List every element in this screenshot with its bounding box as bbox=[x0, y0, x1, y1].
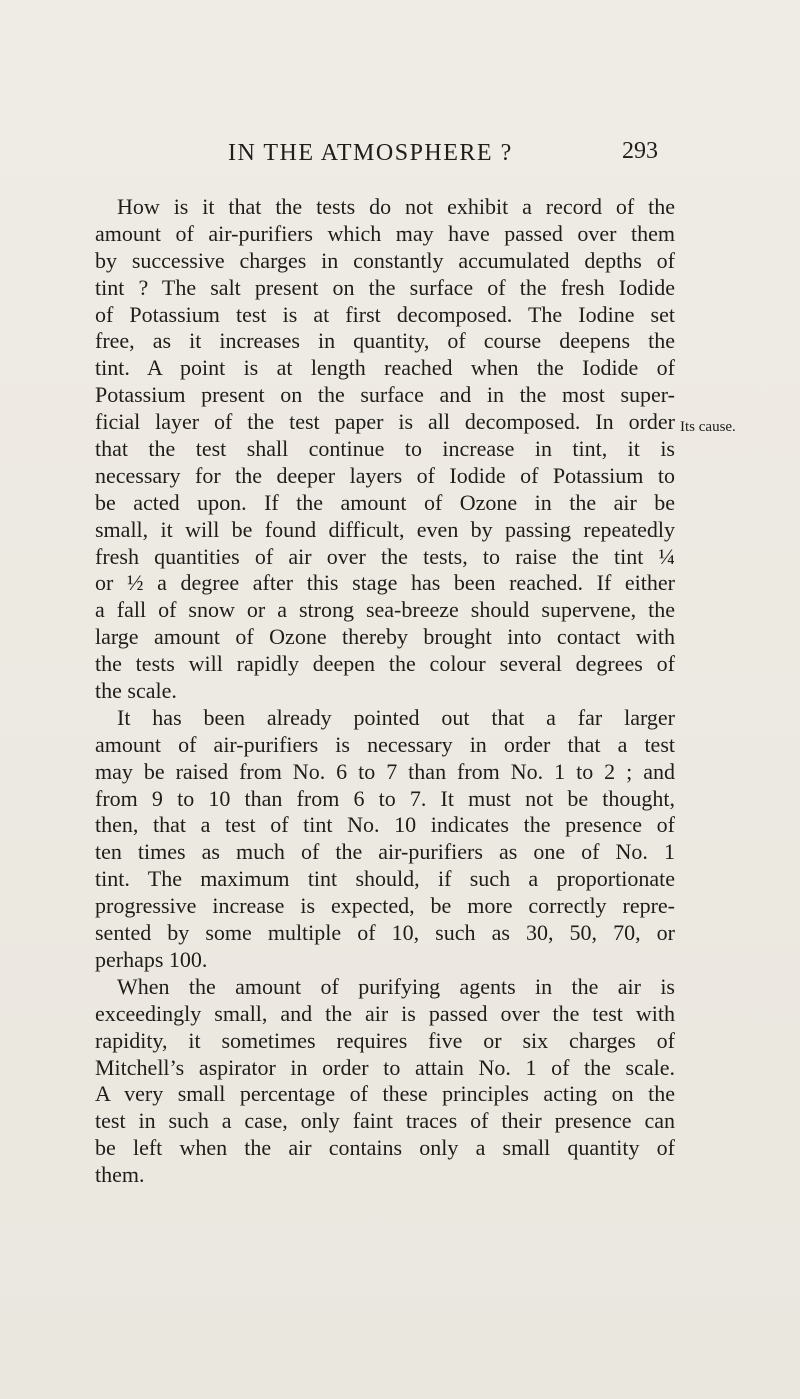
text-line: be acted upon. If the amount of Ozone in the air be bbox=[95, 489, 675, 515]
text-line: Potassium present on the surface and in the most super- bbox=[95, 382, 675, 408]
text-line: ficial layer of the test paper is all decomposed. In order bbox=[95, 409, 675, 435]
text-line: amount of air-purifiers is necessary in order that a test bbox=[95, 731, 675, 757]
text-line: that the test shall continue to increase in tint, it is bbox=[95, 436, 675, 462]
text-line: fresh quantities of air over the tests, to raise the tint ¼ bbox=[95, 543, 675, 569]
text-line: sented by some multiple of 10, such as 30, 50, 70, or bbox=[95, 920, 675, 946]
text-line: small, it will be found difficult, even by passing repeatedly bbox=[95, 516, 675, 542]
text-line: large amount of Ozone thereby brought into contact with bbox=[95, 624, 675, 650]
text-line: rapidity, it sometimes requires five or six charges of bbox=[95, 1027, 675, 1053]
text-line: be left when the air contains only a small quantity of bbox=[95, 1135, 675, 1161]
text-line: A very small percentage of these principles acting on the bbox=[95, 1081, 675, 1107]
text-line: the scale. bbox=[95, 678, 177, 704]
text-line: the tests will rapidly deepen the colour several degrees of bbox=[95, 651, 675, 677]
text-line: of Potassium test is at first decomposed. The Iodine set bbox=[95, 301, 675, 327]
text-line: or ½ a degree after this stage has been reached. If either bbox=[95, 570, 675, 596]
text-line: necessary for the deeper layers of Iodide of Potassium to bbox=[95, 462, 675, 488]
text-line: How is it that the tests do not exhibit a record of the bbox=[117, 194, 675, 219]
text-line: then, that a test of tint No. 10 indicates the presence of bbox=[95, 812, 675, 838]
text-line: tint. A point is at length reached when the Iodide of bbox=[95, 355, 675, 381]
text-line: tint ? The salt present on the surface of the fresh Iodide bbox=[95, 274, 675, 300]
text-line: It has been already pointed out that a far larger bbox=[117, 704, 675, 730]
text-line: exceedingly small, and the air is passed over the test with bbox=[95, 1000, 675, 1026]
text-line: may be raised from No. 6 to 7 than from No. 1 to 2 ; and bbox=[95, 758, 675, 784]
text-line: a fall of snow or a strong sea-breeze should supervene, the bbox=[95, 597, 675, 623]
text-line: tint. The maximum tint should, if such a proportionate bbox=[95, 866, 675, 892]
text-line: test in such a case, only faint traces of their presence can bbox=[95, 1108, 675, 1134]
text-line: perhaps 100. bbox=[95, 946, 208, 972]
running-title: IN THE ATMOSPHERE ? bbox=[228, 140, 513, 166]
text-line: them. bbox=[95, 1162, 145, 1188]
body-text bbox=[95, 194, 675, 1189]
text-line: progressive increase is expected, be more correctly repre- bbox=[95, 893, 675, 919]
text-line: by successive charges in constantly accumulated depths of bbox=[95, 247, 675, 273]
margin-note: Its cause. bbox=[680, 419, 736, 435]
text-line: from 9 to 10 than from 6 to 7. It must not be thought, bbox=[95, 785, 675, 811]
text-line: amount of air-purifiers which may have passed over them bbox=[95, 220, 675, 246]
text-line: Mitchell’s aspirator in order to attain No. 1 of the scale. bbox=[95, 1054, 675, 1080]
page-number: 293 bbox=[622, 138, 658, 164]
text-line: When the amount of purifying agents in the air is bbox=[117, 973, 675, 999]
text-line: ten times as much of the air-purifiers as one of No. 1 bbox=[95, 839, 675, 865]
running-head bbox=[0, 140, 800, 170]
text-line: free, as it increases in quantity, of course deepens the bbox=[95, 328, 675, 354]
